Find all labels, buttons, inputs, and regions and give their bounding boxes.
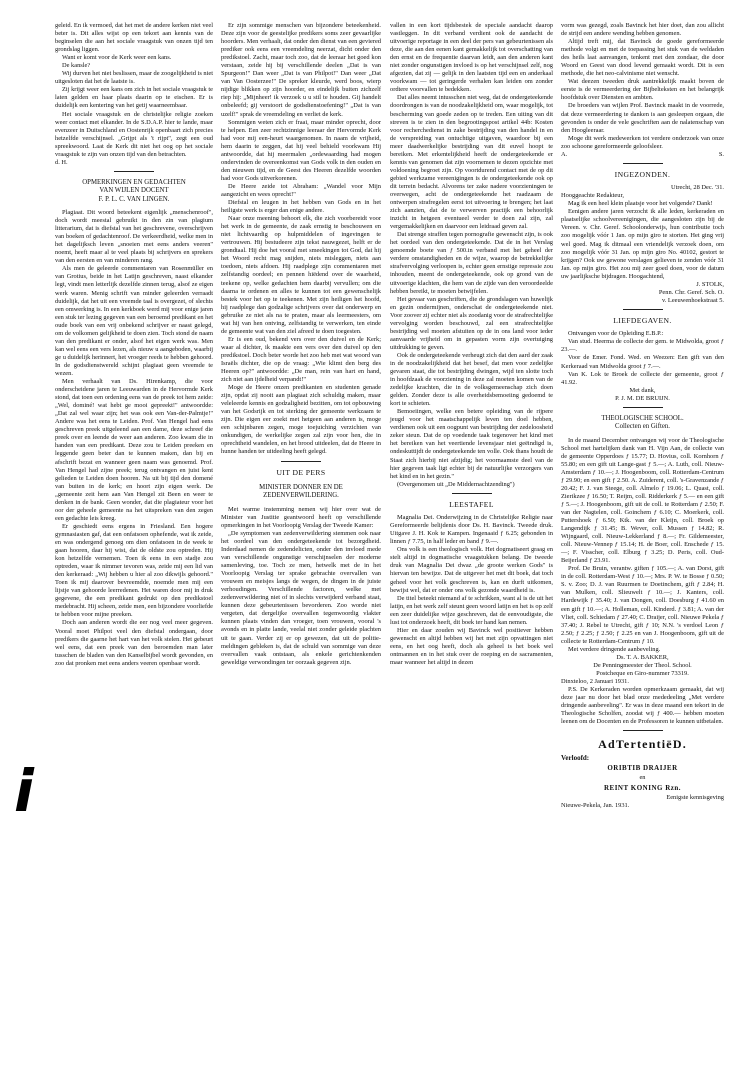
paragraph: vorm was gezegd, zoals Bavinck het hier doet, dan zou allicht de strijd een andere wending hebben genomen.	[561, 22, 724, 38]
paragraph: Wij durven het niet beslissen, maar de zoogelijkheid is niet uitgesloten dat het de laatste is.	[55, 70, 213, 86]
paragraph: De titel beteekt niemand af te schrikken, want al is de uit het latijn, en het werk zelf steunt geen woord latijn en het is op zelf een zeer duidelijke wijze geschreven, dat de eenvoudigste, die lust tot onderzoek heeft, dit boek ter hand kan nemen.	[390, 594, 553, 626]
paragraph: Ons volk is een theologisch volk. Het dogmatiseert graag en stelt altijd in dogmatische vraagstukken belang. De tweede druk van Magnalia Dei dwaz „de groote werken Gods" is hiervan ten bewijze. Dat de uitgever het met dit boek, dat toch geheel voor het volk geschreven is, kan en durft uitkomen, bewijst wel, dat er onder ons volk gezonde waardheid is.	[390, 546, 553, 594]
signature-giro: Postcheque en Giro-nummer 73319.	[596, 669, 689, 677]
paragraph: Men verhaalt van Ds. Hirenkamp, die voor onderscheidene jaren te Leeuwarden in de Hervormde Kerk stond, dat toen een ordening eens van de preek tot hem zeide: „Wel, dominé! wat hebt ge mooi gepreekt!" antwoordde: „Dat zal wel waar zijn; het was ook een Van-der-Palmtje!" Andere was het eens te Leiden. Prof. Van Hengel had eens geschreven preek uitgeleend aan een dame, deze schreef die preek over en leende de weer aan anderen. Zoo kwam die in handen van een predikant. Deze zou te Leiden preeken en leggende geen beter dan te kunnen maken, dan bij en afschrift bezat en wanneer geen naam was genoemd. Prof. Van Hengel had zijne preek; terug ontvangen en juist kent gelieden te Leiden doen hooren. Na uit bij tijd den domené van buiten in de kerk; en hoort zijn eigen werk. De „gemeente zeit hem aan Van Hengel zit Been en weer te denken in de bank. Geen wonder, dat die plagiateur voor het oor der geheele gemeente na het uitspreken van den zegen een gedachte leis kreeg.	[55, 378, 213, 522]
paragraph: In de maand December ontvangen wij voor de Theologische School met hartelijken dank van H. Vijn Aan, de collecte van de gemeente Opperdoes ƒ 15.77; D. Hovius, coll. Kornhorn ƒ 55.80; en een gift uit Lange-gast ƒ 5.—; A. Luth, coll. Nieuw-Amsterdam ƒ 10.—; J. Hoogenboom, coll. Rotterdam-Centrum ƒ 29.90; en een gift ƒ 2.50. A. Zuiderent, coll. 's-Gravenzande ƒ 20.42; F. J. van Steege, coll. Almelo ƒ 19.06; L. Quast, coll. Zierikzee ƒ 16.50; T. Reijm, coll. Ridderkerk ƒ 5.— en een gift ƒ 5.—; J. Hoogenboom, gift uit de coll. te Rotterdam ƒ 2.50; F. van der Nagtelen, coll. Goinchem ƒ 6.10; C. Moerkerk, coll. Puttershoek ƒ 6.50; Ktk. van der Kleijn, coll. Broek op Langendijk ƒ 31.45; B. Wever, coll. Mussen ƒ 14.82; R. Wijngaard, coll. Nieuw-Lekkerland ƒ 8.—; Fr. Gildemeester, coll. Nieuw-Vennep ƒ 15.14; H. de Boer, coll. Enschede ƒ 15.—; F. Visscher, coll. Elburg ƒ 3.25; D. Peris, coll. Oud-Beijerland ƒ 23.91.	[561, 436, 724, 565]
paragraph: Magnalia Dei. Onderwijzing in de Christelijke Religie naar Gereformeerde belijdenis door Ds. H. Bavinck. Tweede druk. Uitgave J. H. Kok te Kampen. Ingenaaid ƒ 6.25; gebonden in linnen ƒ 7.75, in half leder en band ƒ 9.—.	[390, 514, 553, 546]
paragraph: Doch aan anderen wordt die eer nog veel meer gegeven. Vooral moet Philpot veel den diefstal ondergaan, door predikers die gaarne het hart van het volk stelen. Het gebeurt wel eens, dat een preek van den beroemden man later tusschen de bladen van den Kanselbijbel wordt gevonden, en zoo dat pronken met eens anders veeren openbaar wordt.	[55, 619, 213, 667]
paragraph: Hier en daar zouden wij Bavinck wel positiever hebben gewenscht en altijd hebben wij het met zijn opvattingen niet eens, en het oog heeft, doch als geheel is het boek wel ontmannen en in het stuk over de roeping en de sacramenten, maar wanneer het altijd in dezen	[390, 626, 553, 666]
signature-role: Penn. Chr. Geref. Sch. O.	[658, 288, 724, 296]
paragraph: Van K. Lok te Broek de collecte der gemeente, groot ƒ 41.92.	[561, 370, 724, 386]
paragraph: De kansle?	[62, 62, 91, 70]
signature-address: v. Leeuwenhoekstraat 5.	[661, 296, 724, 304]
paragraph: Van stud. Heerma de collecte der gem. te Midwolda, groot ƒ 23.—.	[561, 338, 724, 354]
article-heading	[55, 179, 213, 204]
heading-line: THEOLOGISCHE SCHOOL.	[601, 414, 684, 422]
advertisement	[561, 737, 724, 810]
paragraph: Wat deezen tweeden druk aantrekkelijk maakt boven de eerste is de vermeerdering der Bijbelteksten en het belangrijk hoofdstuk over Diensten en ambten.	[561, 78, 724, 102]
paragraph: Ontvangen voor de Opleiding E.B.P.:	[568, 330, 664, 338]
column-1	[55, 22, 213, 668]
article-heading	[221, 484, 381, 501]
paragraph: Bemoeiingen, welke een betere opleiding van de rijpere jeugd voor het maatschappelijk leven ten doel hebben, verdienen ook uit een oogpunt van bestrijding der zedeloosheid zeker steun. Dat de op voedende taak tegenover het kind met het bereiken van het veertiende levensjaar niet geëindigd is, ondeskuttijdt de ondergeteekende ten volle. Ook thans houdt de Staat zich hierbij niet afzijdig; het voornaamste deel van de hier gegeven taak ligt echter bij de natuurlijke verzorgers van het kind en in het gezin."	[390, 408, 553, 480]
paragraph: geleid. En ik vermoed, dat het met de andere kerken niet veel beter is. Dit alles wijst op een tekort aan kennis van de beginselen die aan het sociale vraagstuk van onzen tijd ten grondslag liggen.	[55, 22, 213, 54]
paragraph: Voor de Emer. Fond. Wed. en Weezen: Een gift van den Kerkeraad van Midwolda groot ƒ 7.—.	[561, 354, 724, 370]
paragraph: Naar onze meening behoort elk, die zich voorbereidt voor het werk in de gemeente, de zaak ernstig te beschouwen en niet lichtvaardig op hulpmiddelen of ingevingen te vertrouwen. Hij bestudeere zijn tekst nauwgezet, helft er de grondtaal. Hij doe het vooral met smeekingen tot God, dat hij het Woord recht mag snijden, niets misleggen, niets aan toedoen, niets afdoen. Hij raadplege zijn commentaren met zelfstandig oordeel; en pennen hiëdend over de waarheid, teekene op, welke gedachten hem daarbij vervullen; om die daarna te ordenen en alles te kunnen tot een gewenschelijk bestek voor het op te teekenen. Met zijn heiligen het hoofd, hij raadplege dan godzalige schrijvers over dat onderwerp en gebruike ze niet als na te praten, maar als leermeesters, om wat hij van hen ontving, zelfstandig te verwerken, ten einde de gemeente wat van den ziel afreed te doen toegesten.	[221, 215, 381, 335]
paragraph: Prof. De Bruin, verantw. giften ƒ 105.—; A. van Dorst, gift in de coll. Rotterdam-West ƒ 10.—; Mrs. P. W. te Bosse ƒ 0.50; S. v. Zoo; D. J. van Ruurmen te Doetinchem, gift ƒ 2.84; H. van Mulken, coll. Slieuwelt ƒ 10.—; J. Kanters, coll. Hardewijk ƒ 35.40; J. van Dongen, coll. Doesburg ƒ 41.60 en een gift ƒ 10.—; A. Holleman, coll. Kinderd. ƒ 3.81; A. van der Vliet, coll. Schiedam ƒ 27.40; C. Draijer, coll. Nieuwe Pekela ƒ 37.40; J. Rebel te Utrecht, gift ƒ 10; N.N. 's verdoel Leon ƒ 2.50; ƒ 2.25; ƒ 2.50; ƒ 2.25 en van J. Hoogenboom, gift uit de collecte te Rotterdam-Centrum ƒ 10.	[561, 565, 724, 645]
column-2	[221, 22, 381, 667]
heading-line: Collecten en Giften.	[615, 423, 670, 431]
section-heading-ingezonden: INGEZONDEN.	[614, 169, 671, 179]
thanks-line: Met dank,	[629, 386, 656, 394]
paragraph: De broeders van wijlen Prof. Bavinck maakt in de voorrede, dat deze vermeerdering te danken is aan gesleepen orgaan, die gevonden is onder de vele geschriften aan de nalatenschap van den Hoogleeraar.	[561, 102, 724, 134]
divider	[114, 171, 154, 172]
ad-note: Eenigste kennisgeving	[666, 794, 724, 802]
paragraph: Zij krijgt weer een kans om zich in het sociale vraagstuk te laten gelden en haar plaats daarin op te eischen. Er is duidelijk een kentering van het getij waarneembaar.	[55, 86, 213, 110]
paragraph: Dat alles neemt intusschen niet weg, dat de ondergeteekende doordrongen is van de noodzakelijkheid om, waar mogelijk, tot bescherming van goede zeden op te treden. Een uiting van dit streven is te zien in den begrootingspost artikel 44b: Kosten voor recherchedienst in zake bestrijding van den handel in en de verspreiding van ontuchtige uitgaven, waardoor bij een meer daadwerkelijke bestrijding van dit euvel hoopt te bereiken. Met erkentelijkheid heeft de ondergeteekende er kennis van genomen dat zijn voornemen te dezen opzichte met voldoening begroet zijn. Op voortdurend contact met de op dit gebied werkzame vereenigingen is de ondergeteekende ook op dit terrein bedacht. Alvorens ter zake nadere voorzieningen te overwegen, acht de ondergeteekende het raadzaam de ontwerpen strafregelen eerst tot uitvoering te brengen; het laat zich aanzien, dat de te verwerven practijk een behoorlijk inzicht in hetgeen eventueel verder te doen zal zijn, zal vergemakkelijken en daarvoor een leidraad geven zal.	[390, 94, 553, 231]
paragraph: Sommigen weten zich er fraai, maar minder oprecht, door te helpen. Een zeer rechtzinnige leeraar der Hervormde Kerk had voor mij een-heurt waargenomen. In naam de vrijheid, hem daarin te zeggen, dat hij veel behield voorkwam Hij antwoordde, dat hij meermalen „ordewaarding had mogen ondervinden de overeenkomst van Gods volk in den ouden en den nieuwen tijd, en de Geest des Heeren dezelfde woorden had voor Gods uitverkorenen.	[221, 118, 381, 182]
paragraph: Mag ik een heel klein plaatsje voor het volgende? Dank!	[568, 200, 713, 208]
heading-line: ZEDENVERWILDERING.	[263, 492, 339, 500]
paragraph: Er is een oud, bekend vers over den duivel en de Kerk; waar al dichter, ik maakte een vers over den duivel op den predikstoel. Doch beter worde het zoo heb met wat woord van Israëls dichter, die op de vraag: „Wie klimt den berg des Heeren op?" antwoordde: „De man, rein van hart en hand, zich niet aan ijdelheid verpandt!"	[221, 335, 381, 384]
paragraph: Diefstal en leugen in het hebben van Gods en in het heiligste werk is erger dan enige andere.	[221, 199, 381, 215]
paragraph: Met verdere dringende aanbeveling.	[568, 645, 661, 653]
signature-initial: S.	[718, 150, 724, 158]
paragraph: Als men de geleerde commentaren van Rosenmüller en van Grotius, beide in het Latijn geschreven, naast elkander legt, vindt men letterlijk dezelfde zinnen terug, alsof ze eigen werk waren. Menig schrift van minder geleerden verraadt duidelijk, dat het uit een vreemde taal is overgezet, of slechts een omwerking is. In een kerkboek werd mij voor enige jaren een stuk ter lezing gegeven van een beroemd predikant en het oude boek van een vrij onbekend schrijver er naast gelegd, om de volkomen gelijkheid te doen zien. Toch stond de naam van den predikant er onder, alsof het eigen werk was. Men kan wel eens een vers lezen, als nieuw u aangeboden, waarbij ge u duidelijk herinnert, het vroeger reeds te hebben gehoord. In de godsdienstwereld schijnt plagiaat geen vreemde te wezen.	[55, 265, 213, 377]
ad-name-2: REINT KONING Rzn.	[603, 784, 682, 793]
ad-label-verloofd: Verloofd:	[561, 754, 590, 763]
section-heading-liefdegaven: LIEFDEGAVEN.	[613, 315, 672, 325]
divider	[623, 730, 663, 731]
divider	[623, 407, 663, 408]
paragraph: Want er komt voor de Kerk weer een kans.	[62, 54, 172, 62]
signature-place-date: Dinxteloo, 2 Januari 1931.	[561, 677, 629, 685]
article-signature: d. H.	[55, 158, 68, 166]
divider	[452, 493, 492, 494]
paragraph: Het sociale vraagstuk en de christelijke religie zoeken weer contact met elkander. In de S.D.A.P. hier te lande, maar evenzeer in Duitschland en Oostenrijk openbaart zich precies hetzelfde verschijnsel. „Grijpt als 't rijpt", zegt een oud spreekwoord. Laat de Kerk dit niet het oog op het sociale vraagstuk te zijn van onzen tijd van den betrachten.	[55, 110, 213, 158]
paragraph: Er geschiedt eens ergens in Friesland. Een hogere gymnasiasten gaf, dat een onfatsoen ophefende, wat ik zeide, en was ondergend genoeg om dien onfatsoen in de week te gaan hooren, daar hij wist, dat de oldste zou optreden. Hij kon hetzelfde vernemen. Toen ik eens in een stadje zou optreden, waar ik nimmer tevoren was, zeide mij een lid van den kerkeraad: „Wij hebben u hier al zoo dikwijls gehoord." Toen ik mij daarover bevreemdde, noemde men mij een lijstje van gehoorde leerredenen. Het waren door mij in druk gegevene, die een predikant gedrukt op den predikstoel medebracht. Hij scheen, zeide men, een bijzondere voorliefde te hebben voor mijne preeken.	[55, 522, 213, 619]
signature-role: De Penningmeester der Theol. School.	[593, 661, 692, 669]
paragraph: Het gevaar van geschriften, die de grondslagen van huwelijk en gezin ondermijnen, onderschat de ondergeteekende niet. Voor zoover zij echter niet als zoodanig voor de strafrechtelijke vervolging worden beschouwd, zal een strafrechtelijke bestrijding wel moeten afstuiten op de in ons land voor ieder aanvaarde vrijheid om in gepasten vorm zijn overtuiging uitdrukking te geven.	[390, 295, 553, 351]
paragraph: Er zijn sommige menschen van bijzondere beteekenheid. Deze zijn voor de geestelijke predikers soms zeer gevaarlijke hoorders. Men verhaalt, dat onder den dienst van een geviered prediker ook eens een vreemdeling neerzat, dicht onder den predikstoel. Zacht, maar toch zoo, dat de leeraar het goed kon verstaan, zeide hij bij verschillende deelen „Dat is van Spurgeon!" Dan weer „Dat is van Philpot!" Dan weer „Dat van Van Oosterzee!" De spreker kleurde, werd boos, wierp nijdige blikken op zijn hoorder, en eindelijk buiten zichzelf riep hij: „Mijnheer! ik verzoek u u stil te houden. Gij handelt onbeleefd; gij verstoort de godsdienstoefening!" „Dat is van uzelf!" sprak de vreemdeling en verliet de kerk.	[221, 22, 381, 118]
heading-line: VAN WIJLEN DOCENT	[99, 187, 169, 195]
paragraph: Ook de ondergeteekende verheugt zich dat den aard der zaak in de noodzakelijkheid dat het besef, dat men voor zedelijke gevaren staat, die tot bestrijding dwingen, wijd ten slotte toch in hoofdzaak de voorziening in deze zal moeten komen van de zedelijke krachten, die in de volksgemeenschap zich doen gelden. Zonder deze is alle overheidsbemoeiing gedoemd te kort te schieten.	[390, 351, 553, 408]
section-heading-leestafel: LEESTAFEL	[449, 499, 494, 509]
heading-line: MINISTER DONNER EN DE	[259, 483, 343, 491]
column-3	[390, 22, 553, 667]
paragraph: Met warme instemming nemen wij hier over wat de Minister van Justitie geantwoord heeft op verschillende opmerkingen in het Voorloopig Verslag der Tweede Kamer:	[221, 505, 381, 529]
advertisements-heading: AdTertentiëD.	[598, 737, 687, 752]
ad-place-date: Nieuwe-Pekela, Jan. 1931.	[561, 802, 630, 810]
margin-glyph-i: i	[14, 757, 34, 825]
paragraph: vallen in een kort tijdsbestek de speciale aandacht daarop vastleggen. In dit verband verdient ook de aandacht de uitvoerige reportage in een deel der pers van gebeurtenissen als deze, die aan den eenen kant gemakkelijk tot overschatting van den ernst en de frequentie daarvan leidt, aan den anderen kant niet zonder ongunstigen invloed is op het verschijnsel zelf, nog afgezien, dat zij — gelijk in den laatsten tijd een en anderkaal voorkwam — tot geringerde verhalen kan leiden om zonder ordtere voorvallen te bedekken.	[390, 22, 553, 94]
ad-name-1: ORIBTIB DRAIJER	[607, 764, 678, 773]
signature-name: Ds. T. A. BAKKER,	[616, 653, 669, 661]
heading-line: F. P. L. C. VAN LINGEN.	[98, 195, 170, 203]
heading-line: OPMERKINGEN EN GEDACHTEN	[82, 178, 186, 186]
paragraph: Plagiaat. Dit woord beteekent eigenlijk „menschenroof", doch wordt meestal gebruikt in den zin van plagium litterarium, dat is diefstal van het geschrevene, overschrijven van boeken of gedachtenroof. De verkeerdheid, welke men in het dagelijksch leven „snoeien met eens anders veeren" noemt, heeft maar al te veel plaats bij schrijvers en sprekers van den eersten en van minderen rang.	[55, 209, 213, 265]
divider	[281, 461, 321, 462]
signature-name: J. STOLK,	[696, 280, 724, 288]
divider	[623, 163, 663, 164]
paragraph: Altijd treft mij, dat Bavinck de goede gereformeerde methode volgt en met de toepassing het stuk van de weldaden des heils laat aanvangen, tenkent met den zondaar, die door Woord en Geest van dood levend gemaakt wordt. Dit is een methode, die het neo-calvinisme niet wenscht.	[561, 38, 724, 78]
signature-initial: A.	[561, 150, 568, 158]
review-signature	[561, 151, 724, 159]
section-heading-uit-de-pers: UIT DE PERS	[276, 467, 326, 477]
letter-date: Utrecht, 28 Dec. '31.	[671, 184, 724, 192]
paragraph: Dat strenge straffen tegen pornografie gewenscht zijn, is ook het oordeel van den ondergeteekende. Dat de in het Verslag genoemde boete van ƒ 500.in verband met het geheel der verdere omstandigheden en de wijze, waarop de betrekkelijke strafvervolging verloopen is, echter geen ernstige repressie zou inhouden, meent de ondergeteekende, ook op grond van de uitvoerige klachten, die hem van de zijde van den veroordeelde hebben bereikt, te moeten betwijfelen.	[390, 231, 553, 295]
ad-conjunction: en	[639, 774, 646, 782]
article-heading	[561, 415, 724, 432]
letter-salutation: Hooggeachte Redakteur,	[561, 192, 624, 200]
paragraph: (Overgenomen uit „De Middernachtzending")	[397, 480, 515, 488]
paragraph: „De symptomen van zedenverwildering stemmen ook naar het oordeel van den ondergeteekende tot bezorgdheid. Inderdaad nemen de zedendelicten, onder den invloed mede van verschillende ongunstige verschijnselen der moderne samenleving, toe. Toch ze men, hetwelk met de in het Voorloopig Verslag ter sprake gebrachte overvallen van vrouwen en meisjes langs de wegen, de dingen in de juiste verhoudingen. Verschillende factoren, welke met zedenverwildering niet of in slechts verwijderd verband staat, kunnen deze gebeurtenissen bevorderen. Zoo worde niet vergeten, dat dergelijke overvallen tegenwoordig vlakter kunnen plaats vinden dan vroeger, toen vrouwen, vooral 's avonds en in platte lande, veelal niet zonder geleide plachten uit te gaan. Verder zij er op gewezen, dat uit de politie-meldingen gebleken is, dat de schuld van sommige van deze overvallen vaak ontstaan, als enkele gerichtenkenden geweldige verwondingen ter oorzaak gegeven zijn.	[221, 529, 381, 666]
paragraph: Moge de Heere onzen predikanten en studenten genade zijn, opdat zij nooit aan plagiaat zich schuldig maken, maar veleleerde kennis en godzaligheid bezitten, om tot opbouwing van het Godsrijk en tot sterking der gemeente werkzaam te zijn. Die eigen eer zoekt met hetgeen aan anderen is, moge een schijnbaren zegen, moge toejuiching verzichten van onkundigen, de werkelijke zegen zal zijn voor hen, die in oprechtheid wandelen, en het brood uitdeelen, dat de Heere in hunne handen ter uitdeeling heeft gelegd.	[221, 384, 381, 456]
divider	[623, 309, 663, 310]
paragraph: De Heere zeide tot Abraham: „Wandel voor Mijn aangezicht en wees oprecht!"	[221, 182, 381, 198]
postscript: P.S. De Kerkeraden worden opmerkzaam gemaakt, dat wij deze jaar nu door het blad onze mededeeling „Met verdere dringende aanbeveling". Er was in deze maand een tekort in de Theologische Scholfen, zoodat wij ƒ 400.— hebben moeten leenen om de Docenten en de Professoren te kunnen uitbetalen.	[561, 686, 724, 726]
signature-name: P. J. M. DE BRUIJN.	[615, 394, 670, 402]
column-4	[561, 22, 724, 811]
paragraph: Moge dit werk medewerken tot verdere onderzoek van onze zoo schoone gereformeerde geloofsleer.	[561, 134, 724, 150]
paragraph: Eenigen andere jaren verzocht ik alle leden, kerkeraden en plaatselijke schoolvereenigingen, die aangesloten zijn bij de Vereen. v. Chr. Geref. Schoolonderwijs, hun contributie toch zoo mogelijk vóór 1 Jan. op mijn giro te storten. Het ging vrij wel goed. Mag ik ditmaal een vriendelijk verzoek doen, om zoo mogelijk vóór 31 Jan. op mijn giro No. 40102, gestort te krijgen? Ook uw gewone verslagen gelieven te zenden vóór 31 Jan. op mijn giro. Het zou mij zeer goed doen, voor de datum uw jaarlijksche bijdragen. Hoogachtend,	[561, 208, 724, 280]
